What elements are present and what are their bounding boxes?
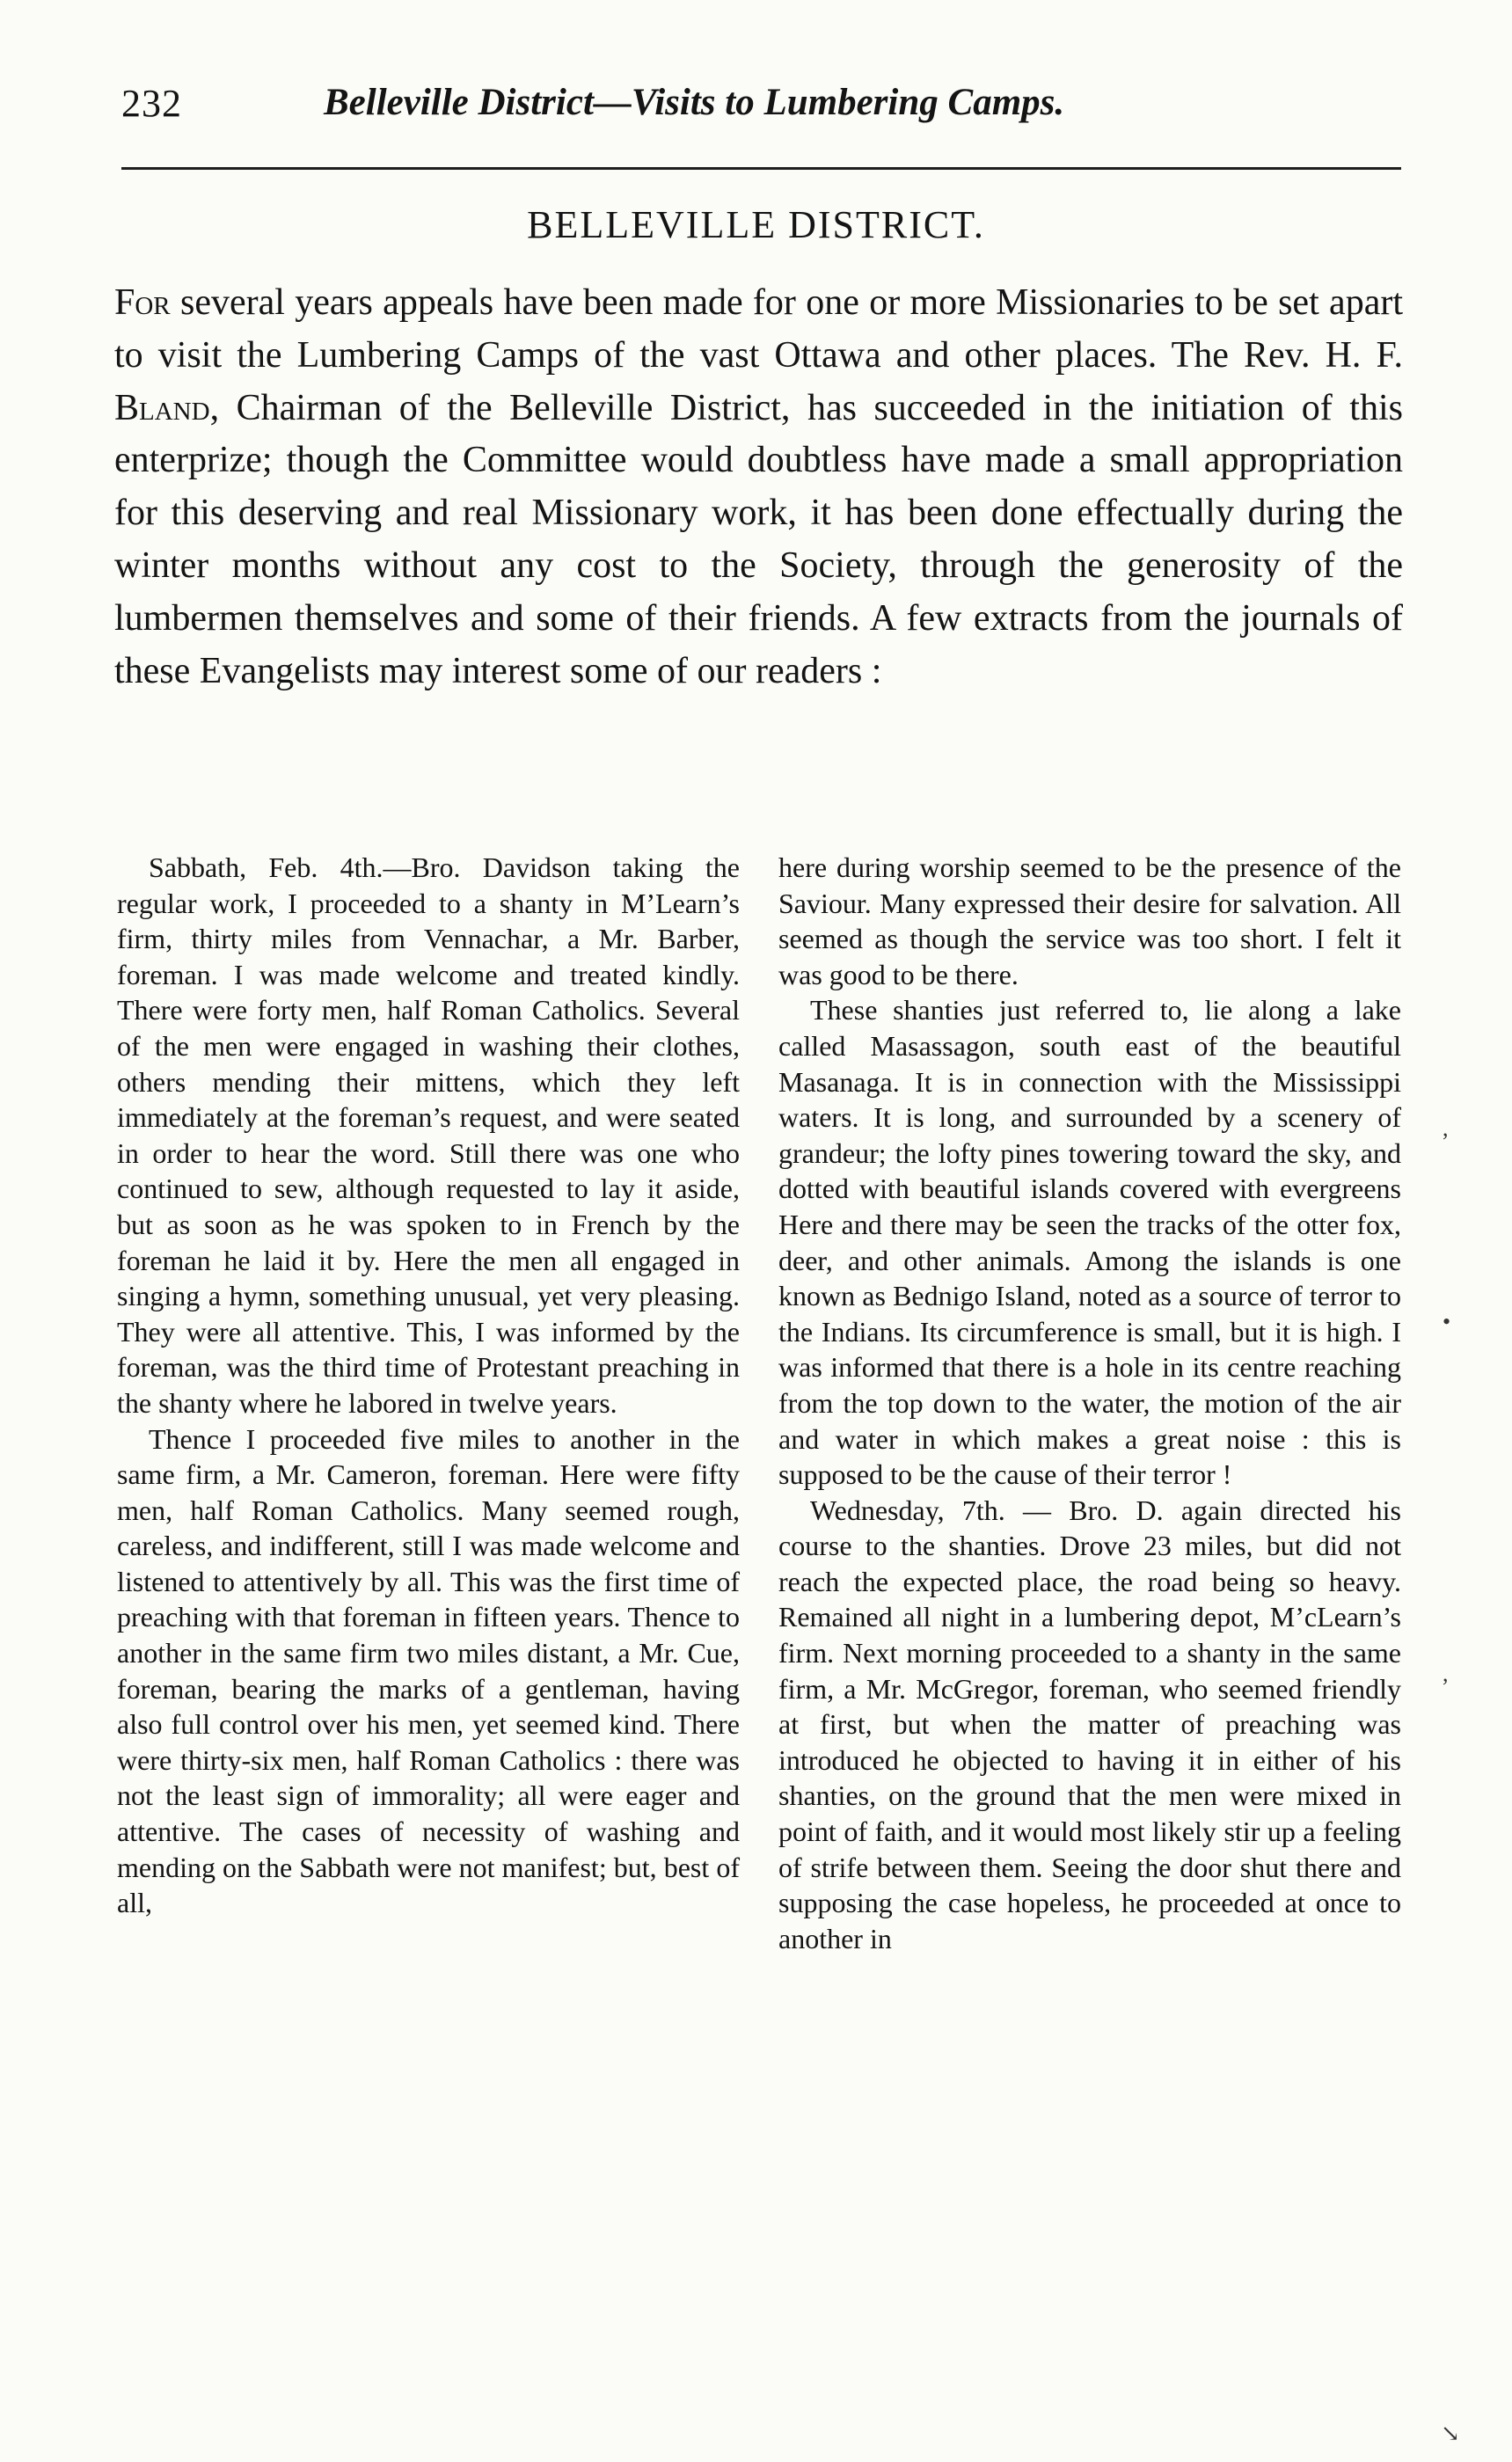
page-number: 232 bbox=[121, 82, 182, 125]
right-continuation: here during worship seemed to be the presence of the Saviour. Many expressed their desire for salvation. All seemed as though the service was too short. I felt it was good to be there. bbox=[778, 851, 1401, 990]
running-title: Belleville District—Visits to Lumbering Camps. bbox=[324, 82, 1065, 123]
section-heading: BELLEVILLE DISTRICT. bbox=[527, 203, 985, 246]
left-paragraph-1: Sabbath, Feb. 4th.—Bro. Davidson taking the regular work, I proceeded to a shanty in M’Learn’s firm, thirty miles from Vennachar, a Mr. Barber, foreman. I was made welcome and treated kindly. There were forty men, half Roman Catholics. Several of the men were engaged in washing their clothes, others mending their mittens, which they left immediately at the foreman’s request, and were seated in order to hear the word. Still there was one who continued to sew, although requested to lay it aside, but as soon as he was spoken to in French by the foreman he laid it by. Here the men all engaged in singing a hymn, something unusual, yet very pleasing. They were all attentive. This, I was informed by the foreman, was the third time of Protestant preaching in the shanty where he labored in twelve years. bbox=[117, 851, 740, 1419]
margin-mark: , bbox=[1443, 1115, 1449, 1141]
intro-name: Bland bbox=[114, 387, 210, 428]
right-paragraph-2: Wednesday, 7th. — Bro. D. again directed his course to the shanties. Drove 23 miles, but did not reach the expected place, the road being so heavy. Remained all night in a lumbering depot, M’cLearn’s firm. Next morning proceeded to a shanty in the same firm, a Mr. McGregor, foreman, who seemed friendly at first, but when the matter of preaching was introduced he objected to having it in either of his shanties, on the ground that the men were mixed in point of faith, and it would most likely stir up a feeling of strife between them. Seeing the door shut there and supposing the case hopeless, he proceeded at once to another in bbox=[778, 1494, 1401, 1954]
margin-mark: , bbox=[1443, 1661, 1449, 1686]
margin-mark: • bbox=[1443, 1309, 1451, 1334]
header-rule bbox=[121, 167, 1401, 170]
left-column bbox=[117, 850, 740, 1921]
intro-paragraph bbox=[114, 277, 1403, 698]
left-paragraph-2: Thence I proceeded five miles to another in the same firm, a Mr. Cameron, foreman. Here were fifty men, half Roman Catholics. Many seemed rough, careless, and indifferent, still I was made welcome and listened to attentively by all. This was the first time of preaching with that foreman in fifteen years. Thence to another in the same firm two miles distant, a Mr. Cue, foreman, bearing the marks of a gentleman, having also full control over his men, yet seemed kind. There were thirty-six men, half Roman Catholics : there was not the least sign of immorality; all were eager and attentive. The cases of necessity of washing and mending on the Sabbath were not manifest; but, best of all, bbox=[117, 1422, 740, 1919]
intro-text-1: several years appeals have been made for one or more Missionaries to be set apart to visit the Lumbering Camps of the vast Ottawa and other places. The Rev. H. F. bbox=[114, 282, 1403, 376]
right-column bbox=[778, 850, 1401, 1956]
intro-lead-word: For bbox=[114, 282, 171, 323]
margin-mark: ↘ bbox=[1441, 2421, 1460, 2446]
intro-text-2: , Chairman of the Belleville District, has succeeded in the initiation of this enterprize; though the Committee would doubtless have made a small appropriation for this deserving and real Missionary work, it has been done effectually during the winter months without any cost to the Society, through the generosity of the lumbermen themselves and some of their friends. A few extracts from the journals of these Evangelists may interest some of our readers : bbox=[114, 387, 1403, 691]
running-head bbox=[121, 81, 1401, 142]
right-paragraph-1: These shanties just referred to, lie along a lake called Masassagon, south east of the beautiful Masanaga. It is in connection with the Mississippi waters. It is long, and surrounded by a scenery of grandeur; the lofty pines towering toward the sky, and dotted with beautiful islands covered with evergreens Here and there may be seen the tracks of the otter fox, deer, and other animals. Among the islands is one known as Bednigo Island, noted as a source of terror to the Indians. Its circumference is small, but it is high. I was informed that there is a hole in its centre reaching from the top down to the water, the motion of the air and water in which makes a great noise : this is supposed to be the cause of their terror ! bbox=[778, 994, 1401, 1491]
